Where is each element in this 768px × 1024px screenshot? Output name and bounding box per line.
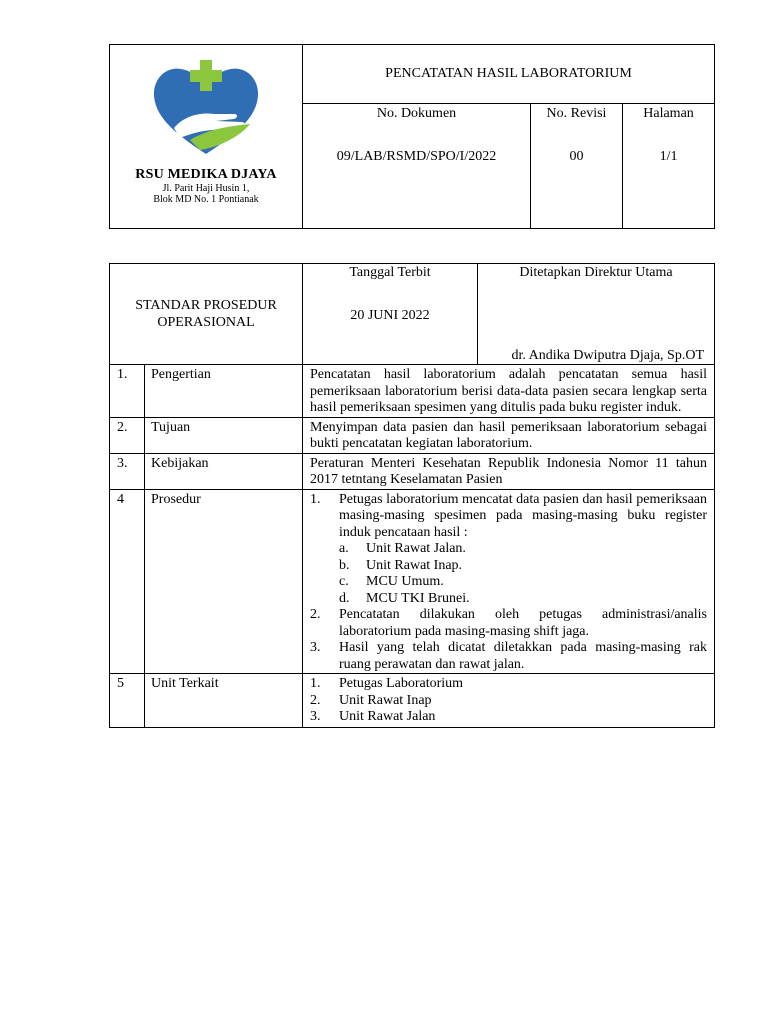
issue-date-cell (303, 264, 478, 365)
row-number: 4 (110, 489, 145, 674)
step-marker: 3. (310, 640, 321, 655)
step-marker: 2. (310, 607, 321, 622)
item-marker: 1. (310, 676, 321, 691)
sub-marker: c. (339, 574, 349, 589)
approval-cell (478, 264, 715, 365)
sop-title-line-1: STANDAR PROSEDUR (135, 298, 277, 313)
item-marker: 3. (310, 709, 321, 724)
item-marker: 2. (310, 692, 321, 708)
hospital-address-line-2: Blok MD No. 1 Pontianak (153, 194, 259, 205)
sub-text: Unit Rawat Inap. (366, 557, 463, 573)
revision-label: No. Revisi (546, 106, 607, 121)
sop-table (109, 263, 715, 728)
step-text: Pencatatan dilakukan oleh petugas administrasi/analis laboratorium pada masing-masing shift jaga. (339, 607, 708, 639)
doc-number-label: No. Dokumen (376, 106, 457, 121)
row-label: Kebijakan (145, 453, 303, 489)
row-label: Pengertian (145, 365, 303, 418)
page-label: Halaman (643, 106, 694, 121)
hospital-name: RSU MEDIKA DJAYA (135, 167, 277, 182)
sub-marker: a. (339, 541, 349, 556)
hospital-logo (110, 58, 302, 163)
sub-marker: b. (339, 557, 350, 573)
row-content: Menyimpan data pasien dan hasil pemeriksaan laboratorium sebagai bukti pencatatan kegiatan laboratorium. (303, 417, 715, 453)
sub-text: Unit Rawat Jalan. (366, 541, 466, 556)
row-number: 1. (110, 365, 145, 418)
list-item (310, 607, 707, 640)
row-number: 5 (110, 674, 145, 728)
sub-text: MCU Umum. (366, 574, 444, 589)
list-item (310, 676, 707, 693)
doc-number-cell (303, 104, 531, 229)
item-text: Unit Rawat Jalan (339, 709, 436, 724)
issue-date-value: 20 JUNI 2022 (350, 308, 430, 323)
sub-text: MCU TKI Brunei. (366, 590, 470, 606)
hospital-identity (110, 45, 303, 229)
row-label: Unit Terkait (145, 674, 303, 728)
table-row (110, 417, 715, 453)
procedure-steps (303, 489, 715, 674)
row-label: Prosedur (145, 489, 303, 674)
page-value: 1/1 (659, 149, 678, 164)
sop-title-cell (110, 264, 303, 365)
approver-name: dr. Andika Dwiputra Djaja, Sp.OT (511, 348, 705, 363)
row-number: 3. (110, 453, 145, 489)
sub-marker: d. (339, 590, 350, 606)
document-header (109, 44, 715, 229)
list-item (339, 558, 707, 575)
step-marker: 1. (310, 491, 321, 507)
row-content: Peraturan Menteri Kesehatan Republik Indonesia Nomor 11 tahun 2017 tetntang Keselamatan Pasien (303, 453, 715, 489)
list-item (339, 541, 707, 558)
list-item (310, 693, 707, 710)
document-title: PENCATATAN HASIL LABORATORIUM (303, 45, 715, 104)
row-label: Tujuan (145, 417, 303, 453)
step-text: Hasil yang telah dicatat diletakkan pada masing-masing rak ruang perawatan dan rawat jalan. (339, 640, 708, 672)
revision-cell (531, 104, 623, 229)
related-units (303, 674, 715, 728)
doc-number-value: 09/LAB/RSMD/SPO/I/2022 (336, 149, 497, 164)
list-item (339, 591, 707, 608)
list-item (310, 709, 707, 726)
table-row (110, 489, 715, 674)
table-row (110, 365, 715, 418)
heart-hand-cross-logo-icon (150, 58, 262, 158)
table-row (110, 674, 715, 728)
item-text: Petugas Laboratorium (339, 676, 464, 691)
issue-date-label: Tanggal Terbit (349, 265, 431, 280)
hospital-address-line-1: Jl. Parit Haji Husin 1, (162, 183, 250, 194)
approval-label: Ditetapkan Direktur Utama (519, 265, 673, 280)
list-item (339, 574, 707, 591)
list-item (310, 492, 707, 608)
table-row (110, 453, 715, 489)
step-text: Petugas laboratorium mencatat data pasien dan hasil pemeriksaan masing-masing spesimen pada masing-masing buku register induk pencataan hasil : (339, 491, 708, 540)
sop-title-line-2: OPERASIONAL (157, 315, 255, 330)
item-text: Unit Rawat Inap (339, 692, 432, 708)
page-cell (623, 104, 715, 229)
revision-value: 00 (569, 149, 584, 164)
row-number: 2. (110, 417, 145, 453)
list-item (310, 640, 707, 673)
row-content: Pencatatan hasil laboratorium adalah pencatatan semua hasil pemeriksaan laboratorium berisi data-data pasien secara lengkap serta hasil pemeriksaan spesimen yang ditulis pada buku register induk. (303, 365, 715, 418)
